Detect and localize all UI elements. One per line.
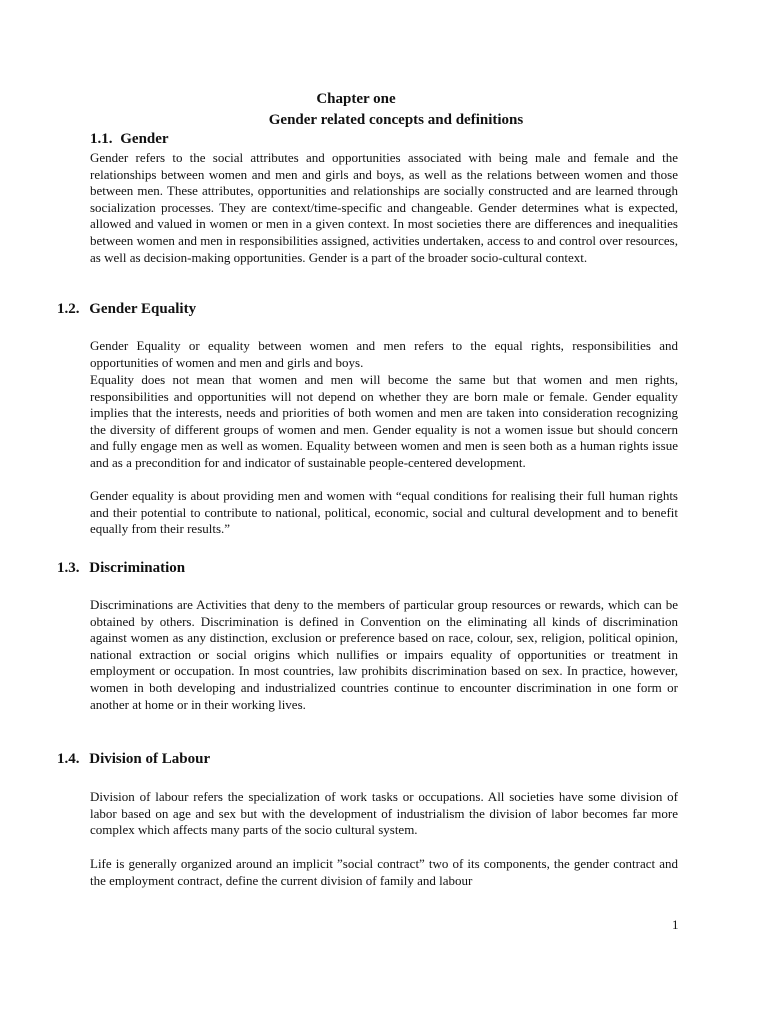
paragraph: Discriminations are Activities that deny to the members of particular group resources or rewards, which can be obtained by others. Discrimination is defined in Convention on the eliminating all kinds of discrimination against women as any distinction, exclusion or preference based on race, colour, sex, religion, political opinion, national extraction or social origins which nullifies or impairs equality of opportunities or treatment in employment or occupation. In most countries, law prohibits discrimination based on sex. In practice, however, women in both developing and industrialized countries continue to encounter discrimination in one form or another at home or in their working lives.: [90, 597, 678, 712]
section-heading-division-of-labour: [57, 750, 210, 769]
chapter-title: Chapter one: [316, 91, 396, 107]
section-number: 1.4.: [57, 751, 80, 767]
section-heading-discrimination: [57, 559, 185, 578]
paragraph: Equality does not mean that women and men will become the same but that women and men rights, responsibilities and opportunities will not depend on whether they are born male or female. Gender equality implies that the interests, needs and priorities of both women and men are taken into consideration recognizing the diversity of different groups of women and men. Gender equality is not a women issue but should concern and fully engage men as well as women. Equality between women and men is seen both as a human rights issue and as a precondition for and indicator of sustainable people-centered development.: [90, 372, 678, 470]
chapter-subtitle: Gender related concepts and definitions: [268, 112, 524, 128]
paragraph: Division of labour refers the specialization of work tasks or occupations. All societies have some division of labor based on age and sex but with the development of industrialism the division of labor becomes far more complex which affects many parts of the socio cultural system.: [90, 789, 678, 838]
section-title: Discrimination: [89, 560, 186, 576]
section-heading-gender-equality: [57, 300, 196, 319]
paragraph: Life is generally organized around an implicit ”social contract” two of its components, the gender contract and the employment contract, define the current division of family and labour: [90, 856, 678, 888]
page-number: 1: [672, 917, 679, 932]
paragraph: Gender equality is about providing men and women with “equal conditions for realising their full human rights and their potential to contribute to national, political, economic, social and cultural development and to benefit equally from their results.”: [90, 488, 678, 537]
section-title: Division of Labour: [89, 751, 211, 767]
section-number: 1.3.: [57, 560, 80, 576]
section-heading-gender: [90, 130, 169, 149]
section-number: 1.1.: [90, 131, 113, 147]
paragraph: Gender refers to the social attributes and opportunities associated with being male and female and the relationships between women and men and girls and boys, as well as the relations between women and those between men. These attributes, opportunities and relationships are socially constructed and are learned through socialization processes. They are context/time-specific and changeable. Gender determines what is expected, allowed and valued in women or men in a given context. In most societies there are differences and inequalities between women and men in responsibilities assigned, activities undertaken, access to and control over resources, as well as decision-making opportunities. Gender is a part of the broader socio-cultural context.: [90, 150, 678, 265]
paragraph: Gender Equality or equality between women and men refers to the equal rights, responsibilities and opportunities of women and men and girls and boys.: [90, 338, 678, 370]
section-number: 1.2.: [57, 301, 80, 317]
section-title: Gender: [120, 131, 169, 147]
section-title: Gender Equality: [89, 301, 197, 317]
